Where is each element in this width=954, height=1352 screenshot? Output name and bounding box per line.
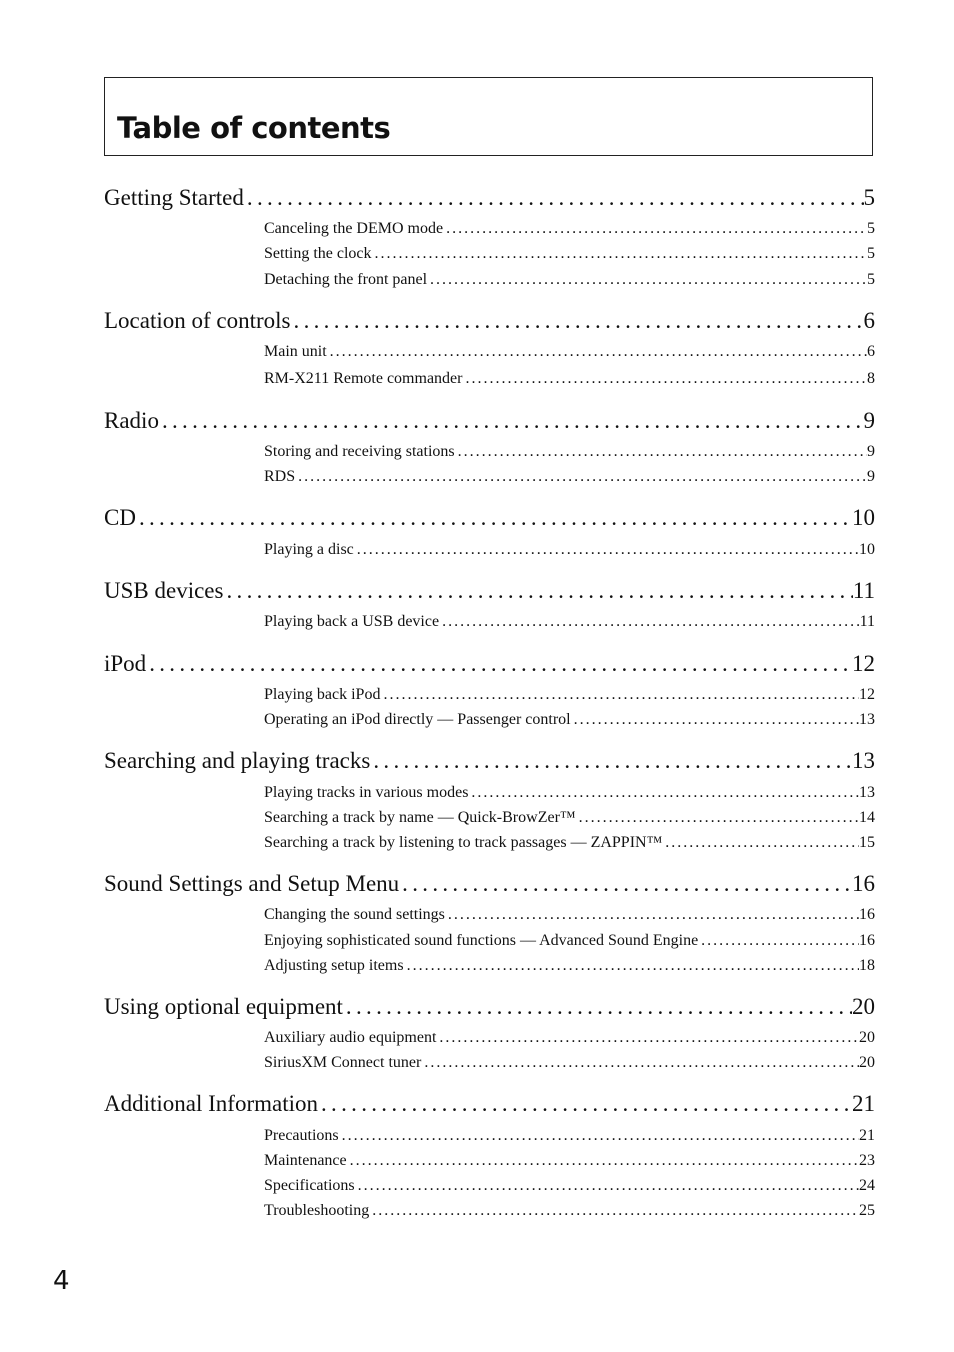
dot-leader xyxy=(327,343,867,361)
toc-page-number: 5 xyxy=(863,185,875,210)
toc-page-number: 13 xyxy=(852,748,875,773)
toc-item[interactable] xyxy=(264,1202,875,1224)
toc-item-title: Canceling the DEMO mode xyxy=(264,220,444,237)
toc-item[interactable] xyxy=(264,1029,875,1051)
toc-section-cd[interactable] xyxy=(104,505,875,535)
toc-item-title: Storing and receiving stations xyxy=(264,443,455,460)
toc-section-title: Radio xyxy=(104,408,159,433)
toc-page-number: 20 xyxy=(859,1029,875,1046)
toc-page-number: 15 xyxy=(859,834,875,851)
toc-section-title: iPod xyxy=(104,651,147,676)
toc-page-number: 13 xyxy=(859,784,875,801)
dot-leader xyxy=(421,1054,859,1072)
toc-page-number: 20 xyxy=(852,994,875,1019)
toc-page-number: 5 xyxy=(867,245,875,262)
toc-page-number: 23 xyxy=(859,1152,875,1169)
toc-item-title: Precautions xyxy=(264,1127,339,1144)
toc-item[interactable] xyxy=(264,370,875,392)
toc-page-number: 21 xyxy=(852,1091,875,1116)
dot-leader xyxy=(468,784,859,802)
dot-leader xyxy=(347,1152,859,1170)
toc-item-title: Playing back a USB device xyxy=(264,613,440,630)
toc-item-title: SiriusXM Connect tuner xyxy=(264,1054,422,1071)
toc-page-number: 12 xyxy=(852,651,875,676)
toc-item-title: Searching a track by name — Quick-BrowZer™ xyxy=(264,809,576,826)
dot-leader xyxy=(445,906,859,924)
toc-item-title: Auxiliary audio equipment xyxy=(264,1029,437,1046)
dot-leader xyxy=(343,994,852,1020)
toc-item[interactable] xyxy=(264,784,875,806)
toc-item-title: Enjoying sophisticated sound functions — Advanced Sound Engine xyxy=(264,932,699,949)
toc-page-number: 25 xyxy=(859,1202,875,1219)
dot-leader xyxy=(404,957,859,975)
toc-item-title: Operating an iPod directly — Passenger control xyxy=(264,711,571,728)
dot-leader xyxy=(576,809,859,827)
dot-leader xyxy=(295,468,867,486)
toc-section-usb-devices[interactable] xyxy=(104,578,875,608)
toc-page-number: 21 xyxy=(859,1127,875,1144)
toc-page-number: 14 xyxy=(859,809,875,826)
toc-page-number: 5 xyxy=(867,220,875,237)
toc-item-title: Playing back iPod xyxy=(264,686,381,703)
toc-item-title: Specifications xyxy=(264,1177,355,1194)
toc-page-number: 20 xyxy=(859,1054,875,1071)
toc-section-sound-settings[interactable] xyxy=(104,871,875,901)
toc-item[interactable] xyxy=(264,906,875,928)
dot-leader xyxy=(571,711,859,729)
dot-leader xyxy=(439,613,860,631)
toc-item[interactable] xyxy=(264,1152,875,1174)
toc-section-title: Searching and playing tracks xyxy=(104,748,371,773)
dot-leader xyxy=(223,578,852,604)
toc-item[interactable] xyxy=(264,1054,875,1076)
toc-item[interactable] xyxy=(264,834,875,856)
toc-item-title: Changing the sound settings xyxy=(264,906,445,923)
dot-leader xyxy=(369,1202,859,1220)
toc-page-number: 9 xyxy=(867,468,875,485)
toc-item[interactable] xyxy=(264,220,875,242)
dot-leader xyxy=(443,220,867,238)
toc-item[interactable] xyxy=(264,541,875,563)
toc-section-using-optional-equipment[interactable] xyxy=(104,994,875,1024)
toc-page-number: 12 xyxy=(859,686,875,703)
page-number: 4 xyxy=(53,1266,70,1296)
toc-page-number: 10 xyxy=(852,505,875,530)
dot-leader xyxy=(136,505,852,531)
toc-section-getting-started[interactable] xyxy=(104,185,875,215)
toc-page-number: 13 xyxy=(859,711,875,728)
toc-item-title: Main unit xyxy=(264,343,327,360)
toc-item-title: Adjusting setup items xyxy=(264,957,404,974)
toc-section-title: Getting Started xyxy=(104,185,244,210)
toc-item[interactable] xyxy=(264,1177,875,1199)
dot-leader xyxy=(244,185,864,211)
toc-item[interactable] xyxy=(264,468,875,490)
toc-page-number: 9 xyxy=(867,443,875,460)
dot-leader xyxy=(370,748,852,774)
toc-page-number: 11 xyxy=(852,578,875,603)
toc-section-additional-information[interactable] xyxy=(104,1091,875,1121)
dot-leader xyxy=(427,271,867,289)
toc-item[interactable] xyxy=(264,1127,875,1149)
toc-item[interactable] xyxy=(264,271,875,293)
toc-item-title: Detaching the front panel xyxy=(264,271,428,288)
toc-item-title: Searching a track by listening to track passages — ZAPPIN™ xyxy=(264,834,663,851)
toc-section-title: CD xyxy=(104,505,136,530)
toc-item[interactable] xyxy=(264,443,875,465)
dot-leader xyxy=(146,651,852,677)
toc-item-title: Maintenance xyxy=(264,1152,347,1169)
dot-leader xyxy=(372,245,867,263)
toc-item[interactable] xyxy=(264,686,875,708)
dot-leader xyxy=(436,1029,859,1047)
dot-leader xyxy=(662,834,859,852)
toc-section-title: Using optional equipment xyxy=(104,994,343,1019)
toc-section-radio[interactable] xyxy=(104,408,875,438)
toc-page-number: 8 xyxy=(867,370,875,387)
toc-section-title: Sound Settings and Setup Menu xyxy=(104,871,400,896)
dot-leader xyxy=(462,370,867,388)
toc-page-number: 18 xyxy=(859,957,875,974)
dot-leader xyxy=(291,308,864,334)
dot-leader xyxy=(159,408,864,434)
toc-section-location-of-controls[interactable] xyxy=(104,308,875,338)
toc-item-title: RM-X211 Remote commander xyxy=(264,370,463,387)
toc-item[interactable] xyxy=(264,711,875,733)
toc-item[interactable] xyxy=(264,343,875,365)
dot-leader xyxy=(399,871,852,897)
toc-item-title: RDS xyxy=(264,468,296,485)
toc-page-number: 6 xyxy=(867,343,875,360)
toc-page-number: 10 xyxy=(859,541,875,558)
toc-page-number: 16 xyxy=(859,906,875,923)
toc-page-number: 6 xyxy=(863,308,875,333)
toc-item[interactable] xyxy=(264,245,875,267)
dot-leader xyxy=(698,932,859,950)
toc-item[interactable] xyxy=(264,932,875,954)
dot-leader xyxy=(339,1127,859,1145)
toc-section-title: USB devices xyxy=(104,578,224,603)
dot-leader xyxy=(380,686,859,704)
toc-section-ipod[interactable] xyxy=(104,651,875,681)
toc-page-number: 11 xyxy=(859,613,875,630)
toc-section-title: Additional Information xyxy=(104,1091,318,1116)
toc-section-searching-and-playing-tracks[interactable] xyxy=(104,748,875,778)
toc-page-number: 24 xyxy=(859,1177,875,1194)
dot-leader xyxy=(455,443,867,461)
toc-section-title: Location of controls xyxy=(104,308,291,333)
toc-page-number: 5 xyxy=(867,271,875,288)
toc-page-number: 16 xyxy=(852,871,875,896)
toc-heading: Table of contents xyxy=(117,111,391,145)
toc-item-title: Setting the clock xyxy=(264,245,372,262)
toc-page-number: 16 xyxy=(859,932,875,949)
dot-leader xyxy=(355,1177,859,1195)
toc-item-title: Playing a disc xyxy=(264,541,354,558)
toc-item-title: Playing tracks in various modes xyxy=(264,784,469,801)
toc-item[interactable] xyxy=(264,613,875,635)
toc-item[interactable] xyxy=(264,809,875,831)
toc-item[interactable] xyxy=(264,957,875,979)
toc-page-number: 9 xyxy=(863,408,875,433)
dot-leader xyxy=(354,541,859,559)
toc-item-title: Troubleshooting xyxy=(264,1202,370,1219)
dot-leader xyxy=(318,1091,852,1117)
